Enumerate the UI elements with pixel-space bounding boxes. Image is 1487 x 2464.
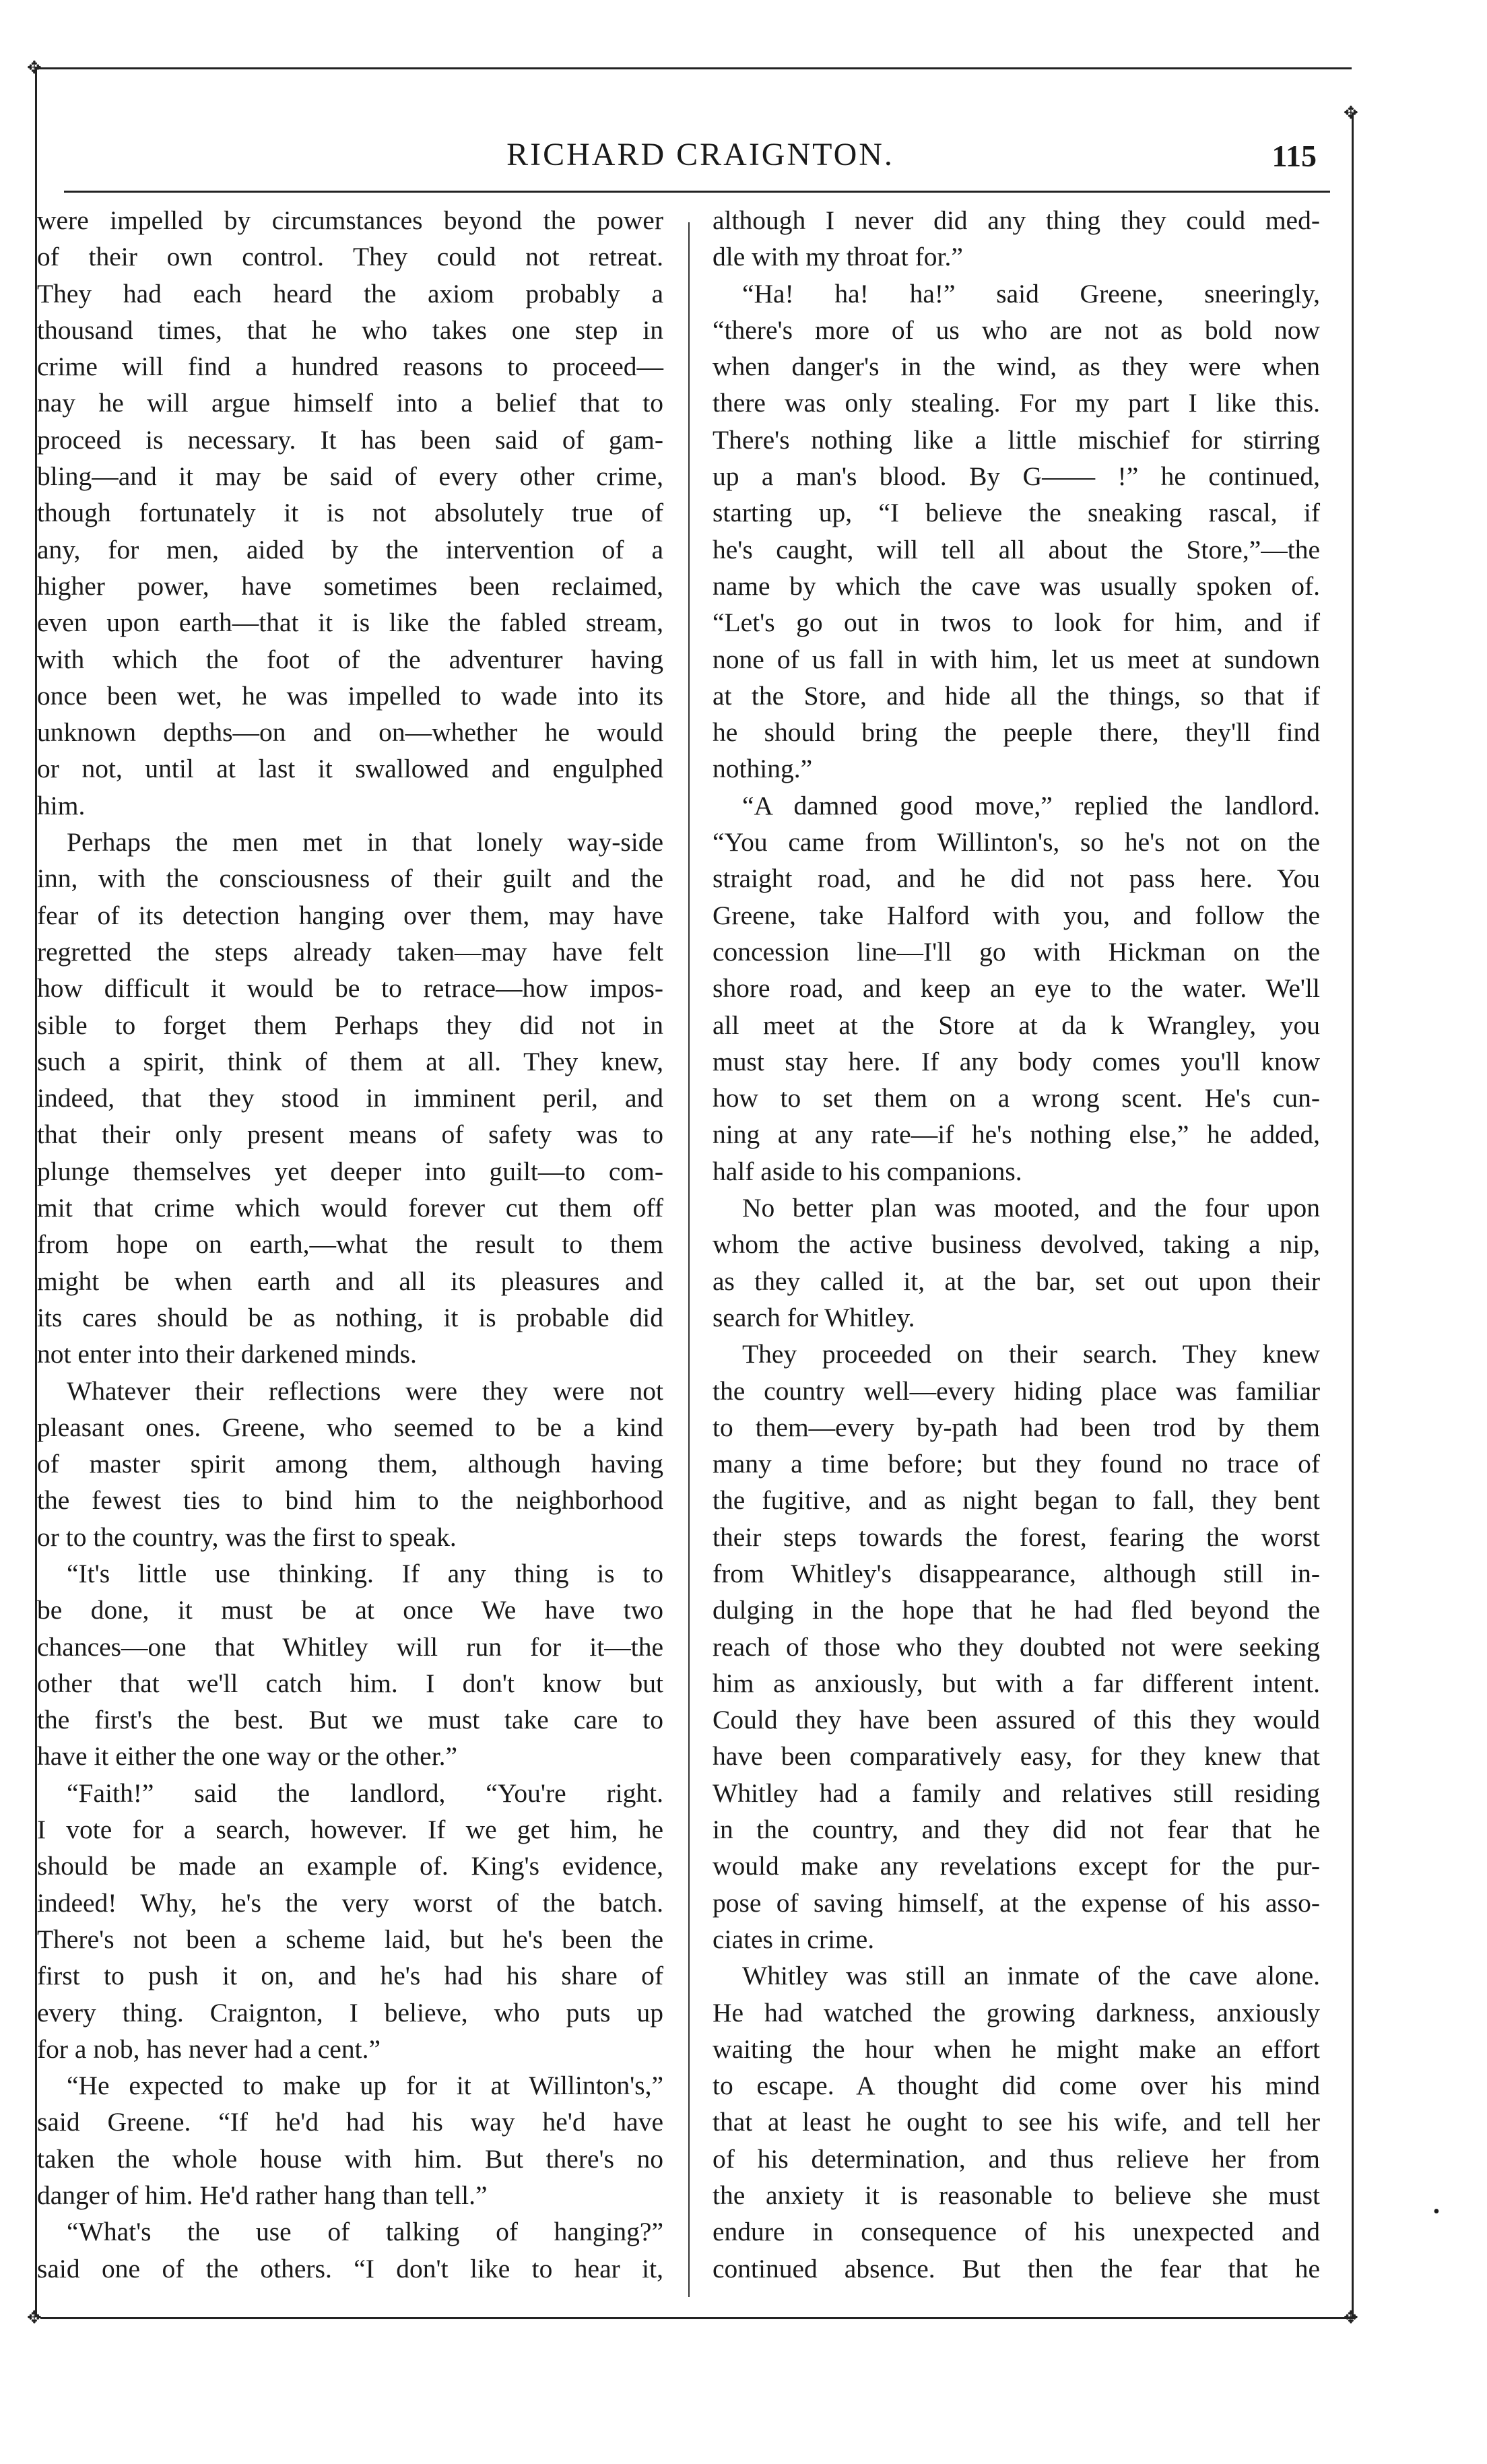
text-line: nothing.” xyxy=(713,754,813,784)
text-line: indeed, that they stood in imminent peril, and xyxy=(37,1083,663,1113)
corner-ornament-icon: ✥ xyxy=(1344,2308,1358,2328)
text-line: ning at any rate—if he's nothing else,” he added, xyxy=(713,1120,1320,1150)
text-line: all meet at the Store at da k Wrangley, you xyxy=(713,1010,1320,1040)
text-line: him as anxiously, but with a far different intent. xyxy=(713,1668,1320,1698)
text-line: might be when earth and all its pleasures and xyxy=(37,1266,663,1296)
text-line: pose of saving himself, at the expense of his asso- xyxy=(713,1887,1320,1918)
text-line: must stay here. If any body comes you'll know xyxy=(713,1046,1320,1076)
text-line: said Greene. “If he'd had his way he'd have xyxy=(37,2107,663,2137)
text-line: They proceeded on their search. They knew xyxy=(742,1339,1320,1369)
text-line: the anxiety it is reasonable to believe she must xyxy=(713,2180,1320,2211)
text-line: the country well—every hiding place was familiar xyxy=(713,1375,1320,1406)
page-header xyxy=(67,135,1333,182)
text-line: whom the active business devolved, taking a nip, xyxy=(713,1229,1320,1260)
text-line: how to set them on a wrong scent. He's cun- xyxy=(713,1083,1320,1113)
text-line: shore road, and keep an eye to the water. We'll xyxy=(713,973,1320,1004)
text-line: indeed! Why, he's the very worst of the batch. xyxy=(37,1887,663,1918)
text-line: reach of those who they doubted not were seeking xyxy=(713,1631,1320,1662)
ornamental-border-top xyxy=(35,67,1352,69)
text-line: Perhaps the men met in that lonely way-side xyxy=(67,827,663,857)
column-divider xyxy=(688,222,690,2297)
text-line: “It's little use thinking. If any thing is to xyxy=(67,1558,663,1588)
text-line: said one of the others. “I don't like to hear it, xyxy=(37,2253,663,2283)
text-line: Whitley had a family and relatives still residing xyxy=(713,1778,1320,1808)
text-line: Could they have been assured of this they would xyxy=(713,1705,1320,1735)
text-line: name by which the cave was usually spoken of. xyxy=(713,571,1320,601)
text-line: sible to forget them Perhaps they did not in xyxy=(37,1010,663,1040)
text-line: there was only stealing. For my part I like this. xyxy=(713,388,1320,418)
text-line: mit that crime which would forever cut them off xyxy=(37,1193,663,1223)
text-line: Whitley was still an inmate of the cave alone. xyxy=(742,1961,1320,1991)
text-line: in the country, and they did not fear that he xyxy=(713,1815,1320,1845)
text-line: pleasant ones. Greene, who seemed to be a kind xyxy=(37,1412,663,1442)
text-line: search for Whitley. xyxy=(713,1302,915,1332)
text-line: such a spirit, think of them at all. They knew, xyxy=(37,1046,663,1076)
text-line: waiting the hour when he might make an effort xyxy=(713,2034,1320,2064)
ornamental-border-bottom xyxy=(40,2317,1354,2319)
text-line: starting up, “I believe the sneaking rascal, if xyxy=(713,498,1320,528)
text-line: “Ha! ha! ha!” said Greene, sneeringly, xyxy=(742,278,1320,309)
text-line: dulging in the hope that he had fled beyond the xyxy=(713,1595,1320,1625)
text-line: half aside to his companions. xyxy=(713,1156,1022,1186)
text-line: be done, it must be at once We have two xyxy=(37,1595,663,1625)
corner-ornament-icon: ✥ xyxy=(27,2308,42,2328)
text-line: “You came from Willinton's, so he's not on the xyxy=(713,827,1320,857)
text-line: There's not been a scheme laid, but he's been the xyxy=(37,1924,663,1954)
text-line: chances—one that Whitley will run for it—the xyxy=(37,1631,663,1662)
text-line: Whatever their reflections were they were not xyxy=(67,1375,663,1406)
text-line: thousand times, that he who takes one step in xyxy=(37,315,663,345)
text-line: the fugitive, and as night began to fall, they bent xyxy=(713,1485,1320,1516)
text-line: “Faith!” said the landlord, “You're right. xyxy=(67,1778,663,1808)
text-line: to them—every by-path had been trod by them xyxy=(713,1412,1320,1442)
text-line: “What's the use of talking of hanging?” xyxy=(67,2217,663,2247)
text-line: many a time before; but they found no trace of xyxy=(713,1449,1320,1479)
text-line: bling—and it may be said of every other crime, xyxy=(37,461,663,492)
text-line: even upon earth—that it is like the fabled stream, xyxy=(37,608,663,638)
text-line: with which the foot of the adventurer having xyxy=(37,644,663,674)
text-line: There's nothing like a little mischief for stirring xyxy=(713,424,1320,455)
text-line: that their only present means of safety was to xyxy=(37,1120,663,1150)
text-line: concession line—I'll go with Hickman on the xyxy=(713,936,1320,967)
text-line: how difficult it would be to retrace—how impos- xyxy=(37,973,663,1004)
text-line: none of us fall in with him, let us meet at sundown xyxy=(713,644,1320,674)
text-line: as they called it, at the bar, set out upon their xyxy=(713,1266,1320,1296)
stray-mark: • xyxy=(1433,2201,1440,2222)
text-line: straight road, and he did not pass here. You xyxy=(713,864,1320,894)
text-line: him. xyxy=(37,790,86,820)
page-number: 115 xyxy=(1271,139,1317,173)
text-line: danger of him. He'd rather hang than tell.” xyxy=(37,2180,488,2211)
text-line: the fewest ties to bind him to the neighborhood xyxy=(37,1485,663,1516)
text-line: endure in consequence of his unexpected and xyxy=(713,2217,1320,2247)
text-line: continued absence. But then the fear that he xyxy=(713,2253,1320,2283)
text-line: He had watched the growing darkness, anxiously xyxy=(713,1997,1320,2028)
text-line: of his determination, and thus relieve her from xyxy=(713,2143,1320,2174)
text-line: would make any revelations except for the pur- xyxy=(713,1851,1320,1881)
text-line: “Let's go out in twos to look for him, and if xyxy=(713,608,1320,638)
text-line: proceed is necessary. It has been said of gam- xyxy=(37,424,663,455)
text-line: up a man's blood. By G—— !” he continued, xyxy=(713,461,1320,492)
text-line: I vote for a search, however. If we get him, he xyxy=(37,1815,663,1845)
left-column xyxy=(37,202,663,2287)
text-line: No better plan was mooted, and the four upon xyxy=(742,1193,1320,1223)
text-line: nay he will argue himself into a belief that to xyxy=(37,388,663,418)
text-line: once been wet, he was impelled to wade into its xyxy=(37,680,663,711)
text-line: from hope on earth,—what the result to them xyxy=(37,1229,663,1260)
text-line: at the Store, and hide all the things, so that if xyxy=(713,680,1320,711)
right-column xyxy=(713,202,1320,2287)
text-line: or not, until at last it swallowed and engulphed xyxy=(37,754,663,784)
text-line: their steps towards the forest, fearing the worst xyxy=(713,1522,1320,1552)
text-line: were impelled by circumstances beyond the power xyxy=(37,205,663,235)
text-line: unknown depths—on and on—whether he would xyxy=(37,717,663,748)
corner-ornament-icon: ✥ xyxy=(1344,103,1358,123)
text-line: have been comparatively easy, for they knew that xyxy=(713,1741,1320,1772)
text-line: inn, with the consciousness of their guilt and the xyxy=(37,864,663,894)
text-line: the first's the best. But we must take care to xyxy=(37,1705,663,1735)
text-line: its cares should be as nothing, it is probable did xyxy=(37,1302,663,1332)
text-line: from Whitley's disappearance, although still in- xyxy=(713,1558,1320,1588)
running-title: RICHARD CRAIGNTON. xyxy=(506,137,894,172)
text-line: plunge themselves yet deeper into guilt—to com- xyxy=(37,1156,663,1186)
text-line: every thing. Craignton, I believe, who puts up xyxy=(37,1997,663,2028)
text-line: crime will find a hundred reasons to proceed— xyxy=(37,352,663,382)
text-line: higher power, have sometimes been reclaimed, xyxy=(37,571,663,601)
text-line: should be made an example of. King's evidence, xyxy=(37,1851,663,1881)
text-line: “there's more of us who are not as bold now xyxy=(713,315,1320,345)
text-line: Greene, take Halford with you, and follow the xyxy=(713,900,1320,930)
text-line: taken the whole house with him. But there's no xyxy=(37,2143,663,2174)
text-line: any, for men, aided by the intervention of a xyxy=(37,534,663,564)
text-line: or to the country, was the first to speak. xyxy=(37,1522,457,1552)
text-line: for a nob, has never had a cent.” xyxy=(37,2034,381,2064)
text-line: he's caught, will tell all about the Store,”—the xyxy=(713,534,1320,564)
text-line: first to push it on, and he's had his share of xyxy=(37,1961,663,1991)
text-line: “He expected to make up for it at Willinton's,” xyxy=(67,2071,663,2101)
header-rule xyxy=(64,191,1330,193)
text-line: to escape. A thought did come over his mind xyxy=(713,2071,1320,2101)
text-line: of their own control. They could not retreat. xyxy=(37,242,663,272)
text-line: not enter into their darkened minds. xyxy=(37,1339,417,1369)
text-line: They had each heard the axiom probably a xyxy=(37,278,663,309)
text-line: though fortunately it is not absolutely true of xyxy=(37,498,663,528)
text-line: “A damned good move,” replied the landlord. xyxy=(742,790,1320,820)
text-line: other that we'll catch him. I don't know but xyxy=(37,1668,663,1698)
ornamental-border-right xyxy=(1352,113,1354,2317)
text-line: of master spirit among them, although having xyxy=(37,1449,663,1479)
text-line: he should bring the peeple there, they'll find xyxy=(713,717,1320,748)
text-line: have it either the one way or the other.” xyxy=(37,1741,458,1772)
text-line: fear of its detection hanging over them, may have xyxy=(37,900,663,930)
text-line: ciates in crime. xyxy=(713,1924,875,1954)
text-line: when danger's in the wind, as they were when xyxy=(713,352,1320,382)
text-line: dle with my throat for.” xyxy=(713,242,963,272)
corner-ornament-icon: ✥ xyxy=(27,58,42,78)
text-line: that at least he ought to see his wife, and tell her xyxy=(713,2107,1320,2137)
text-line: regretted the steps already taken—may have felt xyxy=(37,936,663,967)
text-line: although I never did any thing they could med- xyxy=(713,205,1320,235)
